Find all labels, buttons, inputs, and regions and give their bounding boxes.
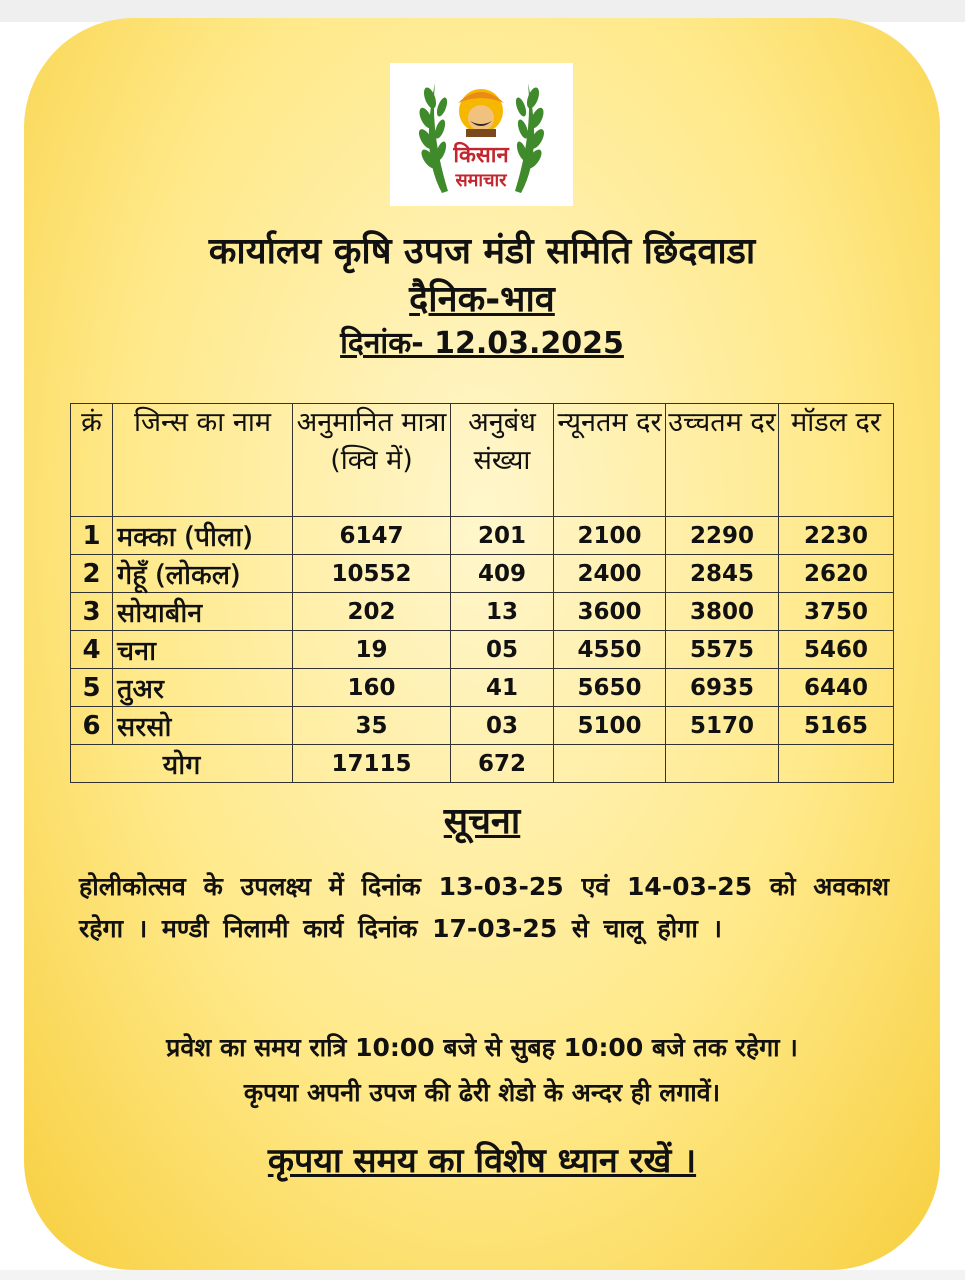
table-total-row xyxy=(71,745,894,783)
total-qty: 17115 xyxy=(293,745,451,783)
header-qty: अनुमानित मात्रा (क्वि में) xyxy=(293,404,451,517)
row-model-rate: 3750 xyxy=(779,593,894,631)
row-contracts: 409 xyxy=(451,555,554,593)
row-contracts: 201 xyxy=(451,517,554,555)
notice-title: सूचना xyxy=(443,801,521,842)
time-attention-text: कृपया समय का विशेष ध्यान रखें । xyxy=(267,1141,697,1181)
bottom-strip xyxy=(0,1270,965,1280)
header-model-rate: मॉडल दर xyxy=(779,404,894,517)
empty-cell xyxy=(554,745,666,783)
row-qty: 160 xyxy=(293,669,451,707)
office-title: कार्यालय कृषि उपज मंडी समिति छिंदवाडा xyxy=(208,231,756,272)
row-sn: 6 xyxy=(71,707,113,745)
row-sn: 3 xyxy=(71,593,113,631)
row-min-rate: 2400 xyxy=(554,555,666,593)
rate-table xyxy=(70,403,894,783)
header-contracts: अनुबंध संख्या xyxy=(451,404,554,517)
row-qty: 202 xyxy=(293,593,451,631)
header-name: जिन्स का नाम xyxy=(113,404,293,517)
row-name: सोयाबीन xyxy=(113,593,293,631)
row-contracts: 03 xyxy=(451,707,554,745)
total-label: योग xyxy=(71,745,293,783)
row-qty: 10552 xyxy=(293,555,451,593)
row-contracts: 13 xyxy=(451,593,554,631)
empty-cell xyxy=(779,745,894,783)
entry-time-text: प्रवेश का समय रात्रि 10:00 बजे से सुबह 10:00 बजे तक रहेगा । xyxy=(166,1033,798,1062)
empty-cell xyxy=(666,745,779,783)
row-min-rate: 4550 xyxy=(554,631,666,669)
row-model-rate: 5165 xyxy=(779,707,894,745)
row-min-rate: 3600 xyxy=(554,593,666,631)
row-model-rate: 2230 xyxy=(779,517,894,555)
svg-text:किसान: किसान xyxy=(453,143,509,168)
row-min-rate: 5650 xyxy=(554,669,666,707)
row-sn: 5 xyxy=(71,669,113,707)
table-row xyxy=(71,669,894,707)
row-model-rate: 5460 xyxy=(779,631,894,669)
table-row xyxy=(71,593,894,631)
table-row xyxy=(71,631,894,669)
row-contracts: 41 xyxy=(451,669,554,707)
row-max-rate: 3800 xyxy=(666,593,779,631)
row-max-rate: 2845 xyxy=(666,555,779,593)
row-sn: 4 xyxy=(71,631,113,669)
row-max-rate: 2290 xyxy=(666,517,779,555)
row-contracts: 05 xyxy=(451,631,554,669)
row-model-rate: 6440 xyxy=(779,669,894,707)
row-name: मक्का (पीला) xyxy=(113,517,293,555)
row-max-rate: 5170 xyxy=(666,707,779,745)
row-min-rate: 2100 xyxy=(554,517,666,555)
row-qty: 6147 xyxy=(293,517,451,555)
row-qty: 35 xyxy=(293,707,451,745)
svg-text:समाचार: समाचार xyxy=(455,170,507,191)
notice-card xyxy=(24,18,940,1270)
notice-body: होलीकोत्सव के उपलक्ष्य में दिनांक 13-03-25 एवं 14-03-25 को अवकाश रहेगा । मण्डी निलामी कार्य दिनांक 17-03-25 से चालू होगा । xyxy=(79,872,889,943)
row-max-rate: 6935 xyxy=(666,669,779,707)
row-name: सरसो xyxy=(113,707,293,745)
header-max-rate: उच्चतम दर xyxy=(666,404,779,517)
daily-rate-title: दैनिक-भाव xyxy=(409,279,555,320)
row-sn: 1 xyxy=(71,517,113,555)
total-contracts: 672 xyxy=(451,745,554,783)
header-min-rate: न्यूनतम दर xyxy=(554,404,666,517)
row-name: गेहूँ (लोकल) xyxy=(113,555,293,593)
table-row xyxy=(71,555,894,593)
row-name: चना xyxy=(113,631,293,669)
row-model-rate: 2620 xyxy=(779,555,894,593)
row-max-rate: 5575 xyxy=(666,631,779,669)
kisan-samachar-logo xyxy=(390,63,573,206)
table-row xyxy=(71,707,894,745)
row-name: तुअर xyxy=(113,669,293,707)
date-label: दिनांक- 12.03.2025 xyxy=(340,326,624,361)
row-min-rate: 5100 xyxy=(554,707,666,745)
header-sn: क्रं xyxy=(71,404,113,517)
table-header-row xyxy=(71,404,894,517)
row-qty: 19 xyxy=(293,631,451,669)
row-sn: 2 xyxy=(71,555,113,593)
table-row xyxy=(71,517,894,555)
shed-instruction-text: कृपया अपनी उपज की ढेरी शेडो के अन्दर ही लगावें। xyxy=(243,1078,721,1107)
